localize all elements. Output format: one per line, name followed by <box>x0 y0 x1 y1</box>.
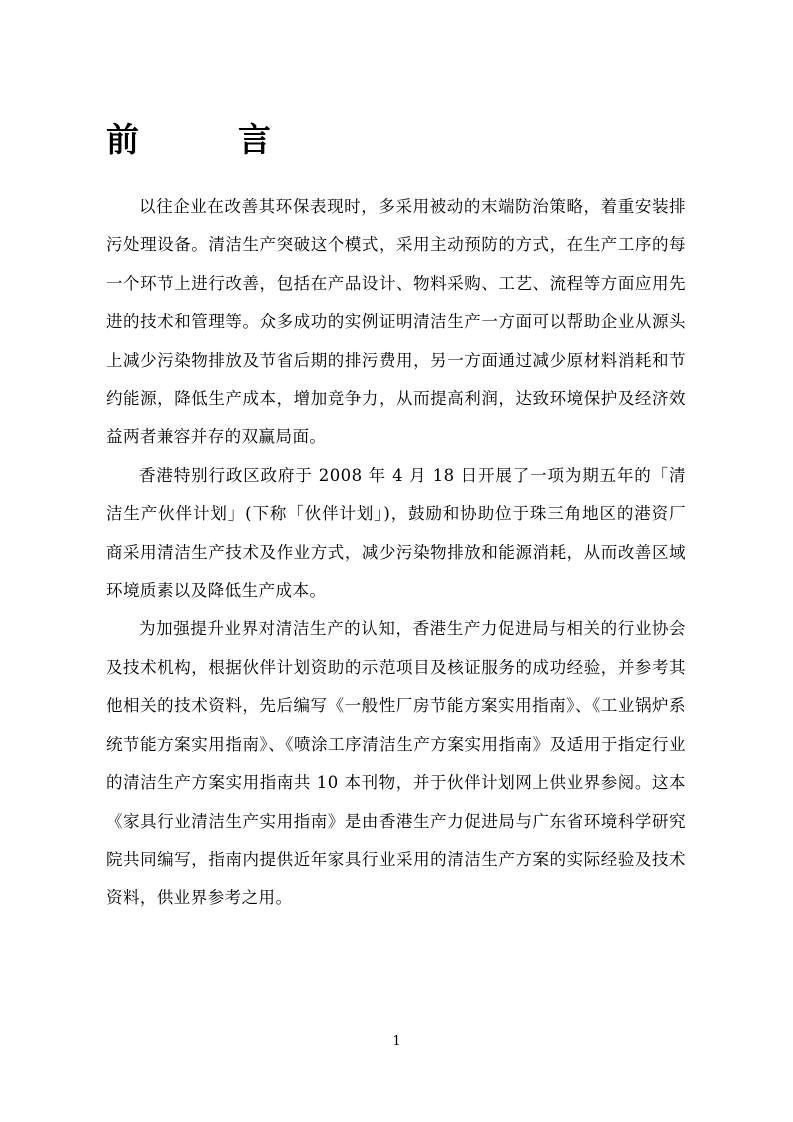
page-number: 1 <box>392 1034 401 1049</box>
paragraph-2: 香港特别行政区政府于 2008 年 4 月 18 日开展了一项为期五年的「清洁生产伙伴计划」(下称「伙伴计划」)，鼓励和协助位于珠三角地区的港资厂商采用清洁生产技术及作业方式，减少污染物排放和能源消耗，从而改善区域环境质素以及降低生产成本。 <box>106 465 686 601</box>
paragraph-1: 以往企业在改善其环保表现时，多采用被动的末端防治策略，着重安装排污处理设备。清洁生产突破这个模式，采用主动预防的方式，在生产工序的每一个环节上进行改善，包括在产品设计、物料采购、工艺、流程等方面应用先进的技术和管理等。众多成功的实例证明清洁生产一方面可以帮助企业从源头上减少污染物排放及节省后期的排污费用，另一方面通过减少原材料消耗和节约能源，降低生产成本，增加竞争力，从而提高利润，达致环境保护及经济效益两者兼容并存的双赢局面。 <box>106 197 686 447</box>
preface-body <box>106 188 686 918</box>
paragraph-3: 为加强提升业界对清洁生产的认知，香港生产力促进局与相关的行业协会及技术机构，根据伙伴计划资助的示范项目及核证服务的成功经验，并参考其他相关的技术资料，先后编写《一般性厂房节能方案实用指南》、《工业锅炉系统节能方案实用指南》、《喷涂工序清洁生产方案实用指南》及适用于指定行业的清洁生产方案实用指南共 10 本刊物，并于伙伴计划网上供业界参阅。这本《家具行业清洁生产实用指南》是由香港生产力促进局与广东省环境科学研究院共同编写，指南内提供近年家具行业采用的清洁生产方案的实际经验及技术资料，供业界参考之用。 <box>106 619 686 908</box>
page-title: 前 言 <box>106 120 304 159</box>
